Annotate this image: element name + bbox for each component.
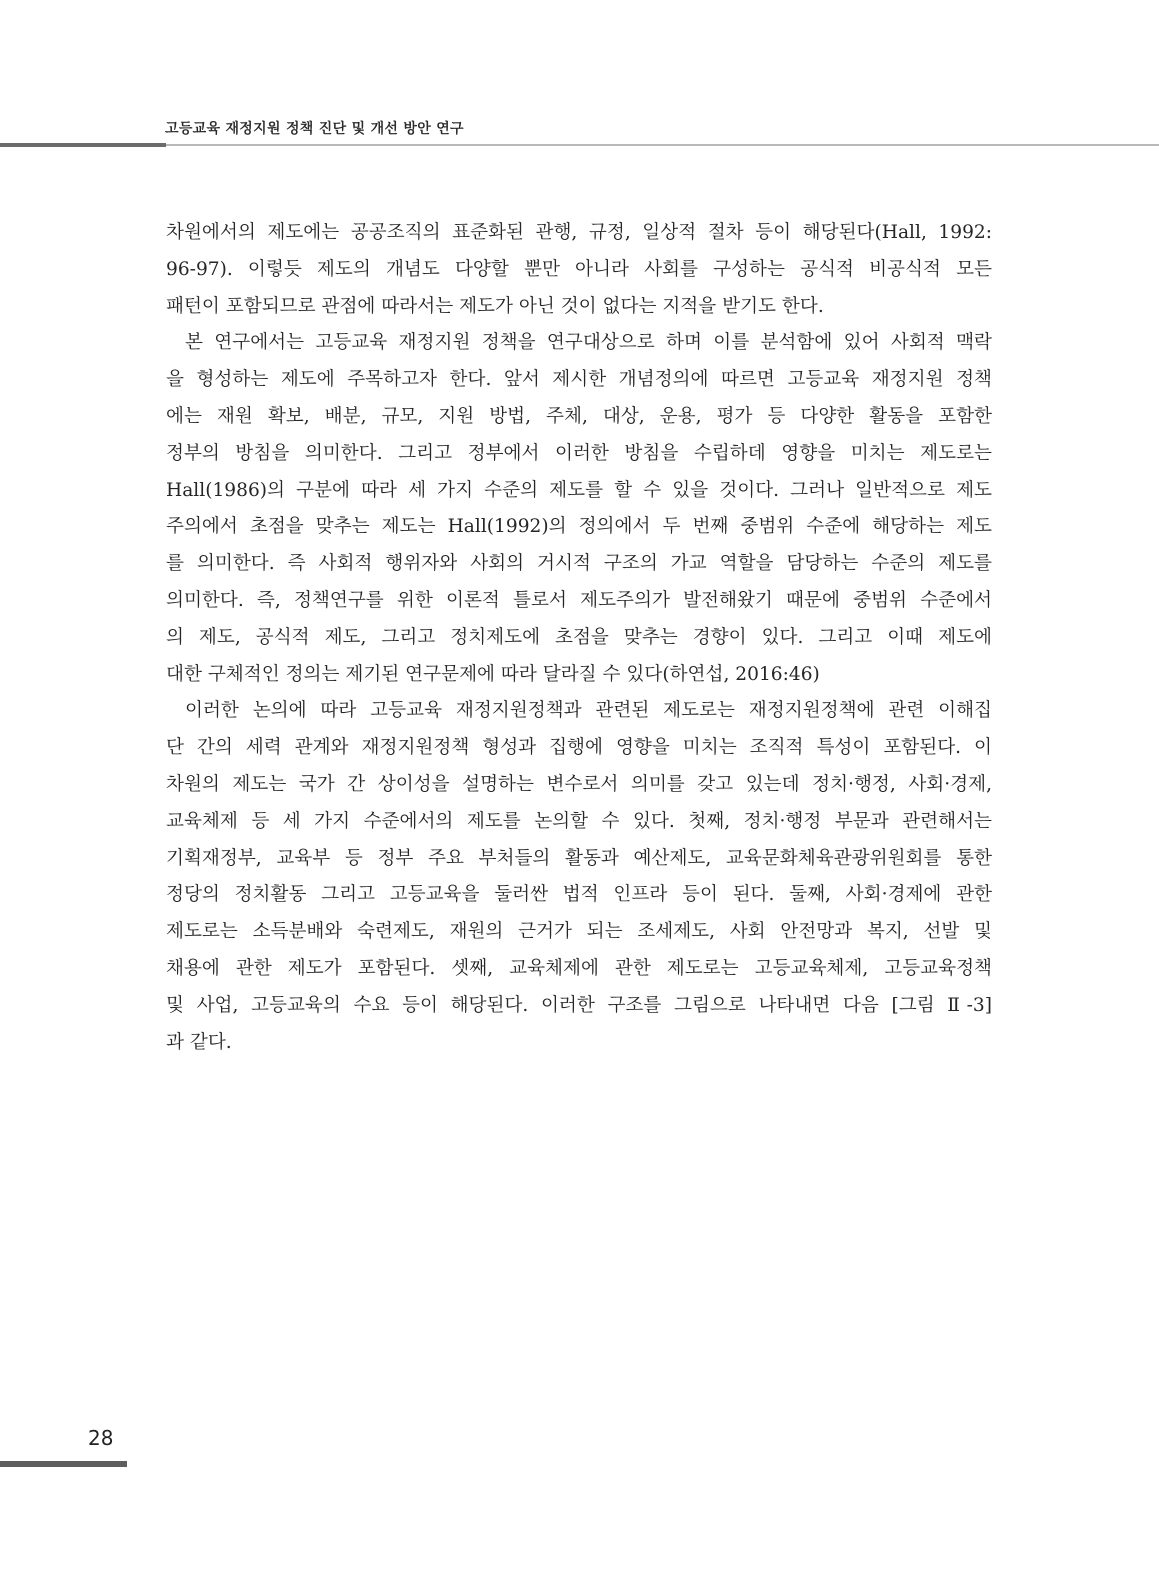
text-line: Hall(1986)의 구분에 따라 세 가지 수준의 제도를 할 수 있을 것이다. 그러나 일반적으로 제도 bbox=[166, 479, 992, 501]
text-line: 대한 구체적인 정의는 제기된 연구문제에 따라 달라질 수 있다(하연섭, 2016:46) bbox=[166, 663, 820, 685]
text-line: 주의에서 초점을 맞추는 제도는 Hall(1992)의 정의에서 두 번째 중범위 수준에 해당하는 제도 bbox=[166, 516, 992, 538]
text-line: 기획재정부, 교육부 등 정부 주요 부처들의 활동과 예산제도, 교육문화체육관광위원회를 통한 bbox=[166, 847, 992, 869]
footer-rule bbox=[0, 1461, 127, 1467]
header-rule-accent bbox=[0, 143, 166, 147]
text-line: 96-97). 이렇듯 제도의 개념도 다양할 뿐만 아니라 사회를 구성하는 공식적 비공식적 모든 bbox=[166, 258, 992, 280]
text-line: 과 같다. bbox=[166, 1031, 232, 1053]
text-line: 패턴이 포함되므로 관점에 따라서는 제도가 아닌 것이 없다는 지적을 받기도 한다. bbox=[166, 295, 824, 317]
paragraph-first-line: 이러한 논의에 따라 고등교육 재정지원정책과 관련된 제도로는 재정지원정책에 관련 이해집 bbox=[185, 700, 992, 722]
page-number: 28 bbox=[88, 1426, 114, 1450]
text-line: 채용에 관한 제도가 포함된다. 셋째, 교육체제에 관한 제도로는 고등교육체제, 고등교육정책 bbox=[166, 957, 992, 979]
text-line: 를 의미한다. 즉 사회적 행위자와 사회의 거시적 구조의 가교 역할을 담당하는 수준의 제도를 bbox=[166, 553, 992, 575]
text-line: 에는 재원 확보, 배분, 규모, 지원 방법, 주체, 대상, 운용, 평가 등 다양한 활동을 포함한 bbox=[166, 405, 992, 427]
paragraph-first-line: 본 연구에서는 고등교육 재정지원 정책을 연구대상으로 하며 이를 분석함에 있어 사회적 맥락 bbox=[185, 332, 992, 354]
text-line: 및 사업, 고등교육의 수요 등이 해당된다. 이러한 구조를 그림으로 나타내면 다음 [그림 Ⅱ-3] bbox=[166, 994, 992, 1016]
text-line: 교육체제 등 세 가지 수준에서의 제도를 논의할 수 있다. 첫째, 정치·행정 부문과 관련해서는 bbox=[166, 810, 992, 832]
text-line: 제도로는 소득분배와 숙련제도, 재원의 근거가 되는 조세제도, 사회 안전망과 복지, 선발 및 bbox=[166, 921, 992, 943]
running-header-title: 고등교육 재정지원 정책 진단 및 개선 방안 연구 bbox=[165, 121, 464, 137]
body-text bbox=[166, 215, 992, 1061]
header-rule bbox=[166, 144, 1159, 146]
text-line: 의미한다. 즉, 정책연구를 위한 이론적 틀로서 제도주의가 발전해왔기 때문에 중범위 수준에서 bbox=[166, 589, 992, 611]
text-line: 차원의 제도는 국가 간 상이성을 설명하는 변수로서 의미를 갖고 있는데 정치·행정, 사회·경제, bbox=[166, 773, 992, 795]
text-line: 정당의 정치활동 그리고 고등교육을 둘러싼 법적 인프라 등이 된다. 둘째, 사회·경제에 관한 bbox=[166, 884, 992, 906]
text-line: 의 제도, 공식적 제도, 그리고 정치제도에 초점을 맞추는 경향이 있다. 그리고 이때 제도에 bbox=[166, 626, 992, 648]
text-line: 을 형성하는 제도에 주목하고자 한다. 앞서 제시한 개념정의에 따르면 고등교육 재정지원 정책 bbox=[166, 369, 992, 391]
text-line: 정부의 방침을 의미한다. 그리고 정부에서 이러한 방침을 수립하데 영향을 미치는 제도로는 bbox=[166, 442, 992, 464]
text-line: 단 간의 세력 관계와 재정지원정책 형성과 집행에 영향을 미치는 조직적 특성이 포함된다. 이 bbox=[166, 737, 992, 759]
text-line: 차원에서의 제도에는 공공조직의 표준화된 관행, 규정, 일상적 절차 등이 해당된다(Hall, 1992: bbox=[166, 222, 992, 243]
